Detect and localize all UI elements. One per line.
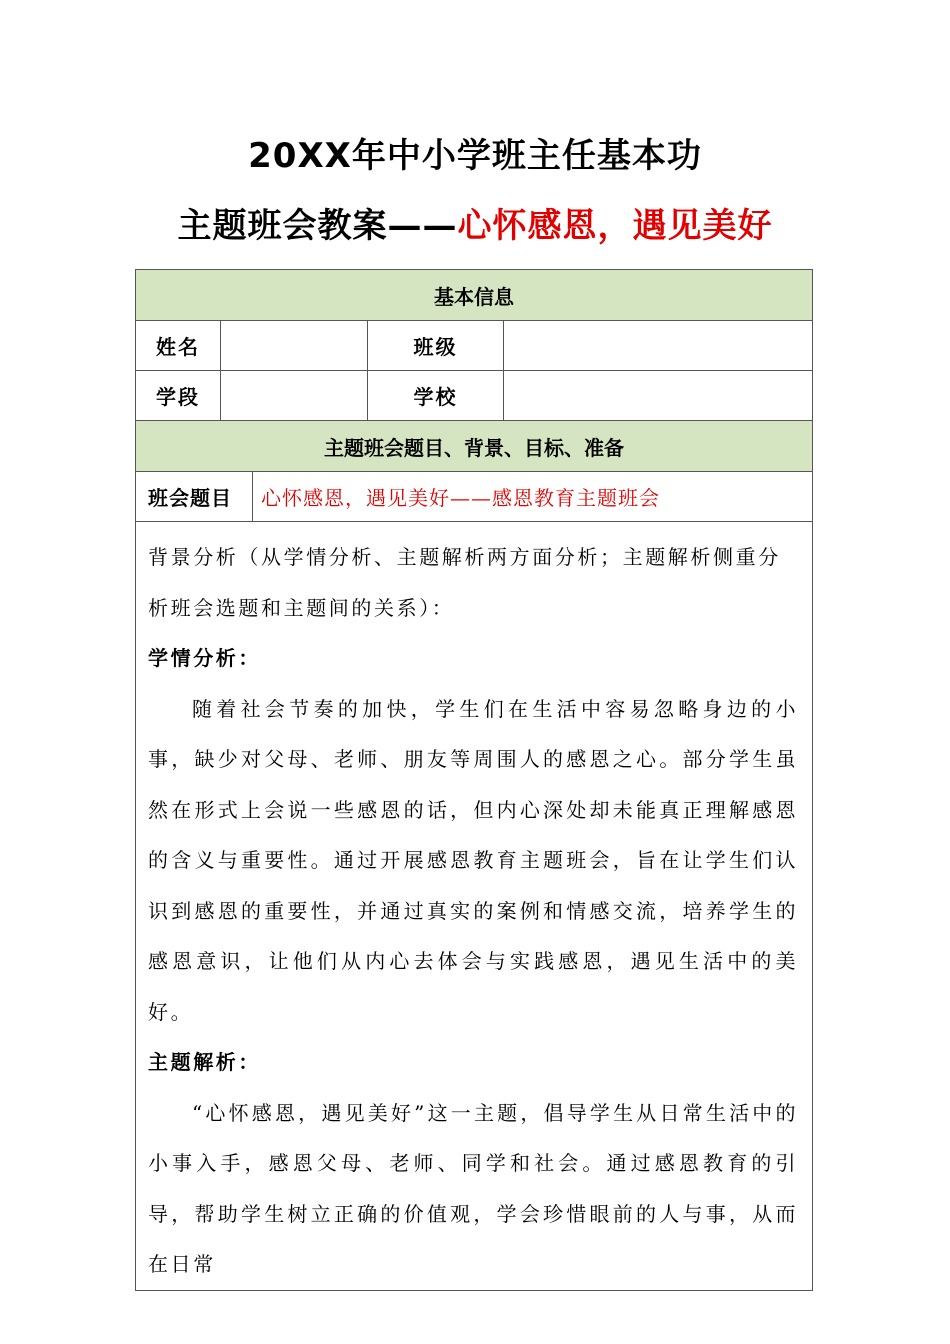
background-heading: 背景分析（从学情分析、主题解析两方面分析；主题解析侧重分析班会选题和主题间的关系）： — [148, 545, 781, 620]
topic-value: 心怀感恩，遇见美好——感恩教育主题班会 — [253, 472, 813, 522]
subtitle-prefix: 主题班会教案—— — [177, 206, 458, 246]
name-field[interactable] — [221, 321, 368, 371]
subtitle-highlight: 心怀感恩，遇见美好 — [457, 206, 773, 246]
lesson-plan-table — [135, 269, 813, 1291]
topic-label: 班会题目 — [136, 472, 253, 522]
class-field[interactable] — [504, 321, 813, 371]
stage-label: 学段 — [136, 371, 221, 421]
school-label: 学校 — [368, 371, 504, 421]
section-basic-info: 基本信息 — [136, 270, 813, 321]
section-topic: 主题班会题目、背景、目标、准备 — [136, 421, 813, 472]
student-analysis-heading: 学情分析： — [148, 646, 261, 670]
document-title: 20XX年中小学班主任基本功 — [248, 136, 702, 176]
class-label: 班级 — [368, 321, 504, 371]
background-analysis-cell — [136, 522, 813, 1291]
document-subtitle — [0, 198, 950, 247]
theme-analysis-text: “心怀感恩，遇见美好”这一主题，倡导学生从日常生活中的小事入手，感恩父母、老师、同学和社会。通过感恩教育的引导，帮助学生树立正确的价值观，学会珍惜眼前的人与事，从而在日常 — [148, 1100, 799, 1276]
name-label: 姓名 — [136, 321, 221, 371]
school-field[interactable] — [504, 371, 813, 421]
theme-analysis-heading: 主题解析： — [148, 1050, 261, 1074]
student-analysis-text: 随着社会节奏的加快，学生们在生活中容易忽略身边的小事，缺少对父母、老师、朋友等周围人的感恩之心。部分学生虽然在形式上会说一些感恩的话，但内心深处却未能真正理解感恩的含义与重要性。通过开展感恩教育主题班会，旨在让学生们认识到感恩的重要性，并通过真实的案例和情感交流，培养学生的感恩意识，让他们从内心去体会与实践感恩，遇见生活中的美好。 — [148, 696, 799, 1024]
stage-field[interactable] — [221, 371, 368, 421]
